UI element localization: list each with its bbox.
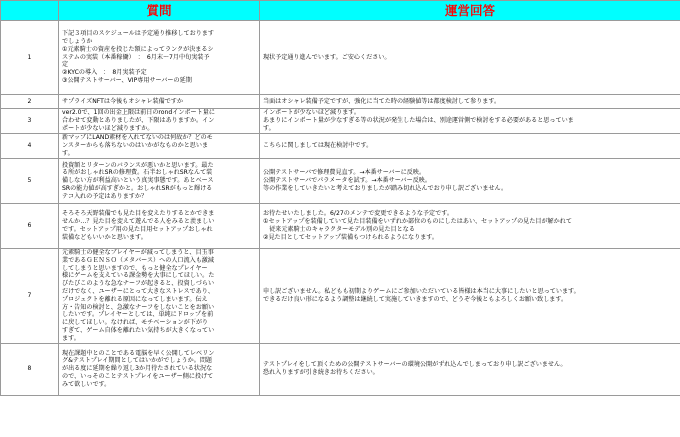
- answer-line: お待たせいたしました。6/27のメンテで変更できるような予定です。: [263, 210, 453, 218]
- question-cell: [59, 21, 260, 95]
- answer-cell: [260, 21, 680, 95]
- answer-line: 従来元素騎士のキャラクターモデル別の見た目となる: [263, 226, 415, 233]
- question-header: 質問: [59, 1, 260, 21]
- table-row: [1, 134, 680, 159]
- question-line: したいです。プレイヤーとしては、単純にドロップを前: [62, 311, 214, 319]
- question-line: ポートが少ないほど減りますか。: [62, 124, 154, 132]
- table-row: [1, 109, 680, 134]
- question-line: ③公開テストサーバー、VIP専用サーバーの延期: [62, 76, 192, 84]
- answer-cell: [260, 159, 680, 204]
- question-line: ます。: [62, 334, 80, 342]
- answer-line: ②見た目としてセットアップ装備もつけられるようになります。: [263, 233, 438, 241]
- question-line: グ&テストプレイ期間としてはいかがでしょうか。問題: [62, 357, 213, 365]
- row-number: 5: [1, 159, 59, 204]
- answer-line: ①セットアップを装備していて見た目装備をいずれか部位のものにしたはあい、セットアップの見た目が解かれて: [263, 218, 572, 226]
- answer-line: 公開テストサーバで修理費見直す。→本番サーバーに反映。: [263, 169, 426, 177]
- question-line: 装備などもいいかと思います。: [62, 233, 147, 241]
- question-line: 現在課題中とのことである電脳を早く公開してレベリン: [62, 349, 215, 357]
- table-body: [1, 21, 680, 396]
- answer-line: こちらに関しましては現在検討中です。: [263, 142, 373, 150]
- question-line: サプライズNFTは今後もオシャレ装備ですか: [62, 97, 183, 105]
- question-line: ステムの実装（本番稼働） ： 6月末〜7月中旬実装予: [62, 53, 210, 61]
- question-line: ②KYCの導入 ： 8月実装予定: [62, 69, 147, 77]
- answer-line: 現状予定通り進んでいます。ご安心ください。: [263, 53, 391, 61]
- question-line: だけでなく、ユーザーにとって大きなストレスであり、: [62, 287, 214, 295]
- question-line: プロジェクトを離れる原因になってしまいます。伝え: [62, 295, 208, 303]
- row-number: 8: [1, 343, 59, 395]
- table-row: [1, 159, 680, 204]
- question-cell: [59, 343, 260, 395]
- question-line: してしまうと思いますので、もっと健全なプレイヤー: [62, 264, 208, 272]
- question-line: ver2.0で、1回の出金上限は前日のrondインポート量に: [62, 109, 215, 117]
- answer-line: 当面はオシャレ装備予定ですが、強化に当てた時の経験値等は都度検討して参ります。: [263, 97, 501, 105]
- question-line: 方・告知の検討と、急激なナーフをしないことをお願い: [62, 303, 215, 311]
- question-line: に戻してほしい。なければ、モチベーションが下がり: [62, 319, 209, 327]
- question-line: が出る度に延期を繰り返し3か月待たされている状況な: [62, 365, 213, 373]
- question-line: すぎて、ゲーム自体を離れたい気持ちが大きくなってい: [62, 326, 215, 334]
- question-line: 元素騎士の健全なプレイヤーが減ってしまうと、目玉事: [62, 249, 214, 256]
- question-line: 定: [62, 61, 69, 69]
- row-number: 1: [1, 21, 59, 95]
- question-line: ので、いっそのことテストプレイをユーザー側に投げて: [62, 372, 214, 380]
- answer-line: テストプレイをして頂くための公開テストサーバーの環境公開がずれ込んでしまっており申し訳ございません。: [263, 361, 567, 369]
- answer-line: 公開テストサーバでパラメータを試す。→本番サーバー反映。: [263, 177, 431, 185]
- table-row: [1, 204, 680, 249]
- question-cell: [59, 95, 260, 109]
- question-line: 様にゲームを支えている課金勢を大事にしてほしい。た: [62, 272, 215, 280]
- row-number: 2: [1, 95, 59, 109]
- question-line: せんか…？見た目を変えて遊んでる人をみると羨ましい: [62, 218, 215, 226]
- row-number: 6: [1, 204, 59, 249]
- question-cell: [59, 159, 260, 204]
- question-cell: [59, 204, 260, 249]
- question-line: 合わせて変動とありましたが、下限はありますか。イン: [62, 117, 215, 125]
- question-line: す。: [62, 149, 74, 157]
- answer-line: 等の作業をしていきたいと考えておりましたが踏み切れ込んでおり申し訳ございません。: [263, 184, 508, 192]
- answer-line: す。: [263, 124, 275, 132]
- answer-line: 申し訳ございません。私どもも初期よりゲームにご参加いただいている皆様は本当に大事にしたいと思っています。: [263, 287, 580, 295]
- answer-cell: [260, 343, 680, 395]
- question-line: でしょうか: [62, 38, 93, 45]
- question-line: 業であるＧＥＮＳＯ（メタバース）への人口流入も激減: [62, 256, 214, 264]
- question-cell: [59, 249, 260, 344]
- question-line: です。セットアップ用の見た目用セットアップおしゃれ: [62, 226, 213, 233]
- question-line: 新マップにLAND素材を入れてないのは何故か？どのモ: [62, 134, 213, 142]
- question-line: みて欲しいです。: [62, 380, 111, 388]
- question-line: 備しない方が利益高いという真実事態です。あとベース: [62, 177, 214, 185]
- row-number: 4: [1, 134, 59, 159]
- table-row: [1, 95, 680, 109]
- question-line: る所がおしゃれSRの修理費。石半おしゃれSRなんて装: [62, 169, 213, 177]
- header-row: [1, 1, 680, 21]
- question-line: 投資額とリターンのバランスが悪いかと思います。最た: [62, 161, 214, 169]
- answer-line: 恐れ入りますが引き続きお待ちください。: [263, 369, 379, 377]
- question-line: そろそろ天野装備でも見た目を変えたりするとかできま: [62, 210, 215, 218]
- question-line: テコ入れの予定はありますか？: [62, 192, 148, 200]
- question-cell: [59, 134, 260, 159]
- table-row: [1, 21, 680, 95]
- question-line: SRの能力値が高すぎかと。おしゃれSRがもっと輝ける: [62, 184, 213, 192]
- answer-line: あまりにインポート量が少なすぎる等の状況が発生した場合は、別途運営側で検討をする必要があると思っていま: [263, 117, 574, 125]
- question-line: 下記３項目のスケジュールは予定通り推移しております: [62, 30, 214, 38]
- answer-line: インポートが少ないほど減ります。: [263, 109, 361, 117]
- answer-cell: [260, 109, 680, 134]
- number-header: [1, 1, 59, 21]
- answer-cell: [260, 134, 680, 159]
- question-cell: [59, 109, 260, 134]
- question-line: ①元素騎士の資産を投じた額によってランクが決まるシ: [62, 45, 214, 53]
- row-number: 7: [1, 249, 59, 344]
- answer-cell: [260, 204, 680, 249]
- row-number: 3: [1, 109, 59, 134]
- answer-cell: [260, 95, 680, 109]
- answer-header: 運営回答: [260, 1, 680, 21]
- table-row: [1, 249, 680, 344]
- answer-line: できるだけ良い形になるよう調整は継続して実施していきますので、どうぞ今後ともよろしくお願い致します。: [263, 295, 568, 303]
- answer-cell: [260, 249, 680, 344]
- question-line: びたびこのような急なナーフが起きると、投資しづらい: [62, 280, 215, 288]
- table-row: [1, 343, 680, 395]
- question-line: ンスターからも落ちないのはいかがなものかと思いま: [62, 142, 209, 150]
